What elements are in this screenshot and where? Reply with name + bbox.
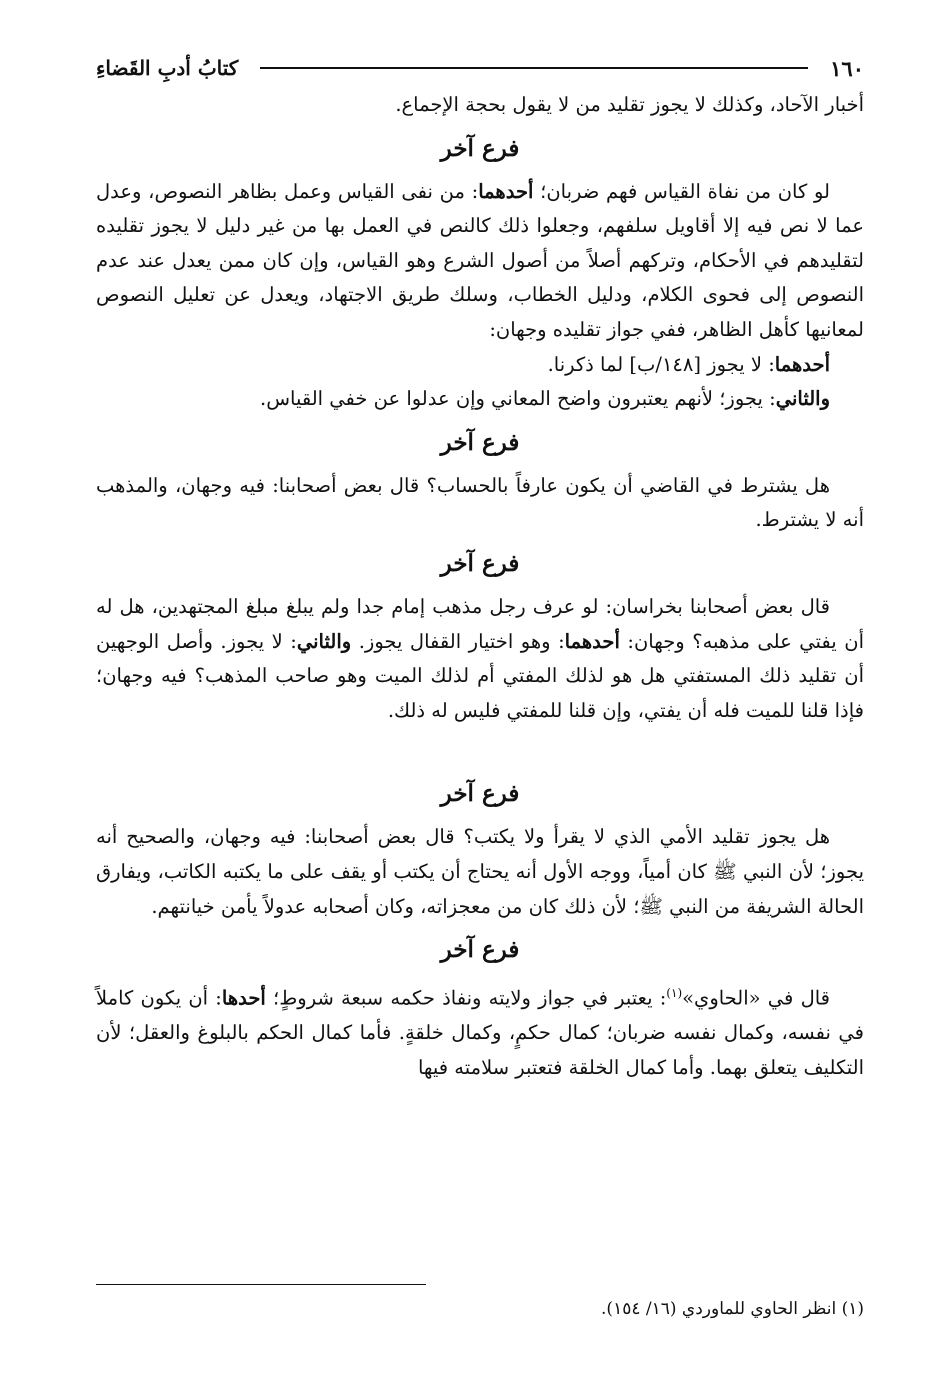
paragraph: هل يشترط في القاضي أن يكون عارفاً بالحساب؟ قال بعض أصحابنا: فيه وجهان، والمذهب أنه لا يشترط.	[96, 473, 864, 532]
section-heading: فرع آخر	[440, 428, 520, 456]
header-divider	[260, 67, 808, 69]
section-heading: فرع آخر	[440, 134, 520, 162]
bold-term: أحدها	[221, 986, 266, 1010]
paragraph	[96, 382, 864, 417]
paragraph	[96, 175, 864, 348]
text-run: : وهو اختيار القفال يجوز.	[358, 629, 565, 653]
book-title: كتابُ أدبِ القَضاءِ	[96, 56, 239, 80]
bold-term: أحدهما	[478, 179, 534, 203]
bold-term: أحدهما	[564, 629, 620, 653]
text-run: : أن يكون كاملاً في نفسه، وكمال نفسه ضربان؛ كمال حكمٍ، وكمال خلقةٍ. فأما كمال الحكم بالبلوغ والعقل؛ لأن التكليف يتعلق بهما. وأما كمال الخلقة فتعتبر سلامته فيها	[96, 986, 864, 1079]
paragraph	[96, 348, 864, 383]
footnote-reference[interactable]: (١)	[666, 986, 683, 1001]
text-run: لو كان من نفاة القياس فهم ضربان؛	[540, 179, 830, 203]
bold-term: والثاني	[296, 629, 352, 653]
book-page	[96, 48, 864, 1348]
page-number: ١٦٠	[830, 55, 864, 81]
text-run: : يجوز؛ لأنهم يعتبرون واضح المعاني وإن عدلوا عن خفي القياس.	[260, 387, 776, 411]
section-heading: فرع آخر	[440, 936, 520, 964]
text-run: : يعتبر في جواز ولايته ونفاذ حكمه سبعة شروطٍ؛	[273, 986, 667, 1010]
section-heading: فرع آخر	[440, 549, 520, 577]
bold-term: والثاني	[775, 387, 830, 411]
text-run: : من نفى القياس وعمل بظاهر النصوص، وعدل عما لا نص فيه إلا أقاويل سلفهم، وجعلوا ذلك كالنص في العمل بها من غير دليل لا يجوز تقليده لتقليدهم في الأحكام، وتركهم أصلاً من أصول الشرع وهو القياس، وإن كان ممن يعدل عند عدم النصوص إلى فحوى الكلام، ودليل الخطاب، وسلك طريق الاجتهاد، ويعدل عن تعليل النصوص لمعانيها كأهل الظاهر، ففي جواز تقليده وجهان:	[96, 179, 864, 341]
text-run: : لا يجوز. وأصل الوجهين أن تقليد ذلك المستفتي هل هو لذلك المفتي أم لذلك الميت وهو صاحب المذهب؟ فيه وجهان؛ فإذا قلنا للميت فله أن يفتي، وإن قلنا للمفتي فليس له ذلك.	[96, 629, 864, 722]
intro-line: أخبار الآحاد، وكذلك لا يجوز تقليد من لا يقول بحجة الإجماع.	[395, 93, 864, 116]
page-header	[96, 48, 864, 88]
page-body	[96, 88, 864, 1085]
section-heading: فرع آخر	[440, 780, 520, 808]
text-run: : لا يجوز [١٤٨/ب] لما ذكرنا.	[547, 352, 775, 376]
footnote: (١) انظر الحاوي للماوردي (١٦/ ١٥٤).	[601, 1299, 864, 1319]
text-run: قال في «الحاوي»	[682, 986, 830, 1010]
paragraph	[96, 590, 864, 728]
paragraph	[96, 976, 864, 1085]
text-run: قال بعض أصحابنا بخراسان: لو عرف رجل مذهب إمام جدا ولم يبلغ مبلغ المجتهدين، هل له أن يفتي على مذهبه؟ وجهان:	[96, 594, 864, 653]
footnote-divider	[96, 1284, 426, 1285]
spacer	[96, 728, 864, 768]
paragraph: هل يجوز تقليد الأمي الذي لا يقرأ ولا يكتب؟ قال بعض أصحابنا: فيه وجهان، والصحيح أنه يجوز؛ لأن النبي ﷺ كان أمياً، ووجه الأول أنه يحتاج أن يكتب أو يقف على ما يكتبه الكاتب، ويفارق الحالة الشريفة من النبي ﷺ؛ لأن ذلك كان من معجزاته، وكان أصحابه عدولاً يأمن خيانتهم.	[96, 825, 864, 918]
bold-term: أحدهما	[774, 352, 830, 376]
